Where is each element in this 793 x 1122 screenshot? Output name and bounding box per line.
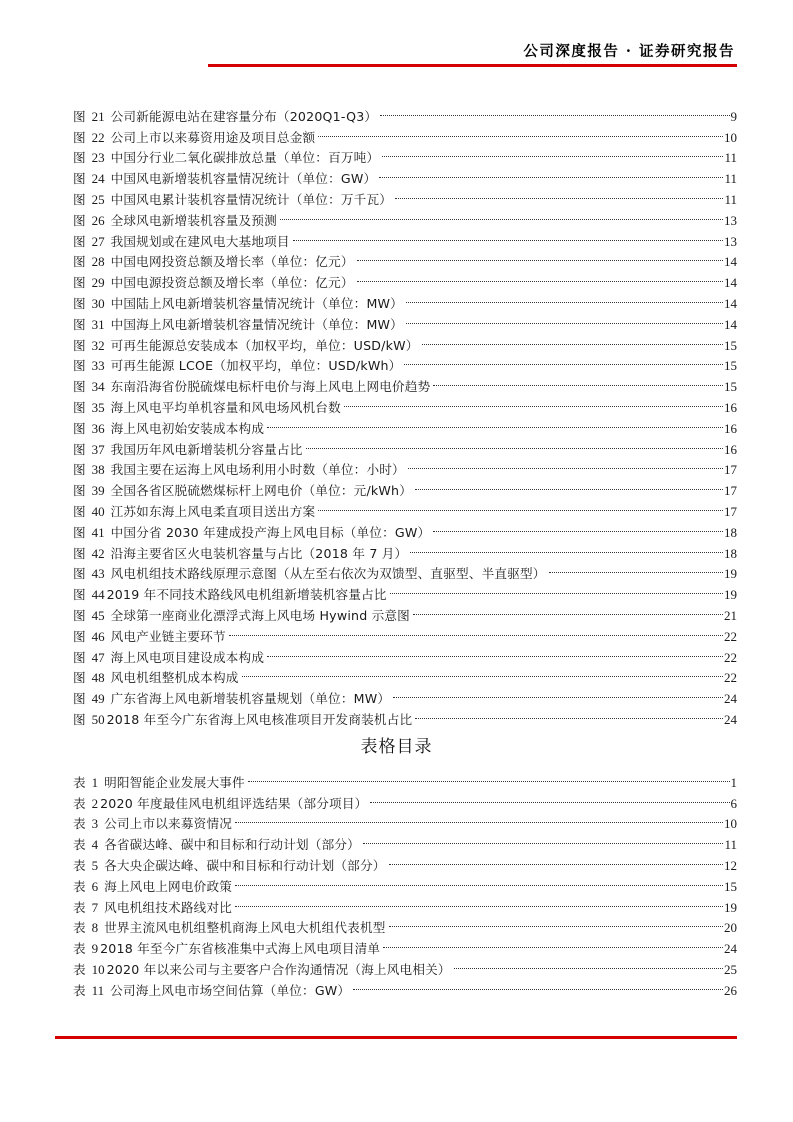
dot-leader [368,787,729,808]
toc-label[interactable]: 公司上市以来募资情况 [104,816,233,832]
toc-number: 11 [91,982,105,998]
toc-page-number[interactable]: 1 [730,774,737,790]
dot-leader [316,495,723,516]
toc-number: 46 [91,628,105,644]
toc-number: 29 [91,275,105,291]
toc-prefix: 表 [73,961,86,977]
toc-prefix: 图 [73,420,86,436]
toc-number: 31 [91,316,105,332]
toc-number: 34 [91,379,105,395]
toc-number: 9 [91,941,99,957]
toc-prefix: 图 [73,379,86,395]
toc-page-number[interactable]: 16 [724,441,737,457]
toc-page-number[interactable]: 10 [724,816,737,832]
toc-prefix: 图 [73,275,86,291]
toc-page-number[interactable]: 14 [724,254,737,270]
dot-leader [393,183,723,204]
toc-number: 26 [91,212,105,228]
toc-prefix: 图 [73,607,86,623]
toc-page-number[interactable]: 9 [730,108,737,124]
toc-prefix: 图 [73,191,86,207]
report-type-title: 公司深度报告 · 证券研究报告 [523,43,735,60]
dot-leader [413,474,723,495]
dot-leader [265,412,723,433]
toc-number: 42 [91,545,105,561]
toc-page-number[interactable]: 6 [730,795,737,811]
header-divider [208,64,737,67]
toc-number: 37 [91,441,105,457]
dot-leader [452,953,723,974]
toc-label[interactable]: 风电产业链主要环节 [110,628,226,644]
toc-page-number[interactable]: 15 [724,878,737,894]
toc-page-number[interactable]: 22 [724,649,737,665]
toc-number: 38 [91,462,105,478]
toc-page-number[interactable]: 24 [724,711,737,727]
dot-leader [388,578,723,599]
toc-label[interactable]: 江苏如东海上风电柔直项目送出方案 [110,503,316,519]
toc-page-number[interactable]: 19 [724,587,737,603]
toc-label[interactable]: 2018 年至今广东省核准集中式海上风电项目清单 [100,941,381,957]
toc-prefix: 表 [73,857,86,873]
toc-label[interactable]: 2018 年至今广东省海上风电核准项目开发商装机占比 [106,711,413,727]
toc-page-number[interactable]: 22 [724,670,737,686]
toc-prefix: 图 [73,441,86,457]
toc-prefix: 图 [73,545,86,561]
toc-prefix: 图 [73,254,86,270]
toc-prefix: 图 [73,129,86,145]
toc-prefix: 表 [73,878,86,894]
toc-number: 50 [91,711,105,727]
toc-page-number[interactable]: 12 [724,857,737,873]
dot-leader [377,162,723,183]
toc-label[interactable]: 可再生能源总安装成本（加权平均，单位：USD/kW） [110,337,419,353]
dot-leader [355,266,723,287]
toc-prefix: 表 [73,816,86,832]
toc-label[interactable]: 2020 年度最佳风电机组评选结果（部分项目） [100,795,368,811]
dot-leader [387,912,723,933]
toc-page-number[interactable]: 15 [724,379,737,395]
toc-number: 10 [91,961,105,977]
toc-page-number[interactable]: 24 [724,691,737,707]
toc-prefix: 表 [73,795,86,811]
figure-toc-list [73,100,737,727]
toc-prefix: 图 [73,649,86,665]
dot-leader [342,391,723,412]
toc-number: 30 [91,295,105,311]
dot-leader [413,703,723,724]
toc-page-number[interactable]: 11 [724,837,737,853]
toc-number: 40 [91,503,105,519]
toc-label[interactable]: 我国主要在运海上风电场利用小时数（单位：小时） [110,462,405,478]
toc-label[interactable]: 中国电源投资总额及增长率（单位：亿元） [110,275,354,291]
toc-number: 27 [91,233,105,249]
footer-divider [55,1036,737,1039]
toc-page-number[interactable]: 14 [724,316,737,332]
dot-leader [278,204,723,225]
toc-prefix: 图 [73,483,86,499]
toc-label[interactable]: 中国海上风电新增装机容量情况统计（单位：MW） [110,316,403,332]
dot-leader [233,870,723,891]
toc-label[interactable]: 东南沿海省份脱硫煤电标杆电价与海上风电上网电价趋势 [110,379,431,395]
dot-leader [431,370,723,391]
toc-page-number[interactable]: 15 [724,358,737,374]
toc-label[interactable]: 公司海上风电市场空间估算（单位：GW） [110,982,351,998]
dot-leader [351,974,723,995]
toc-number: 44 [91,587,105,603]
dot-leader [391,682,723,703]
toc-number: 5 [91,857,99,873]
toc-prefix: 表 [73,920,86,936]
dot-leader [291,225,723,246]
toc-label[interactable]: 公司新能源电站在建容量分布（2020Q1-Q3） [110,108,378,124]
dot-leader [233,808,723,829]
dot-leader [378,100,729,121]
toc-page-number[interactable]: 18 [724,545,737,561]
dot-leader [380,142,723,163]
toc-number: 6 [91,878,99,894]
toc-number: 32 [91,337,105,353]
toc-label[interactable]: 2020 年以来公司与主要客户合作沟通情况（海上风电相关） [106,961,451,977]
toc-label[interactable]: 中国分省 2030 年建成投产海上风电目标（单位：GW） [110,524,431,540]
toc-number: 33 [91,358,105,374]
toc-label[interactable]: 各省碳达峰、碳中和目标和行动计划（部分） [104,837,360,853]
toc-label[interactable]: 我国规划或在建风电大基地项目 [110,233,290,249]
dot-leader [316,121,723,142]
toc-number: 22 [91,129,105,145]
toc-page-number[interactable]: 15 [724,337,737,353]
dot-leader [361,828,724,849]
toc-page-number[interactable]: 16 [724,420,737,436]
toc-number: 21 [91,108,105,124]
toc-number: 41 [91,524,105,540]
toc-page-number[interactable]: 16 [724,399,737,415]
toc-label[interactable]: 中国风电累计装机容量情况统计（单位：万千瓦） [110,191,393,207]
toc-number: 35 [91,399,105,415]
toc-label[interactable]: 明阳智能企业发展大事件 [104,774,245,790]
toc-prefix: 图 [73,628,86,644]
toc-prefix: 表 [73,941,86,957]
toc-prefix: 图 [73,691,86,707]
toc-page-number[interactable]: 21 [724,607,737,623]
toc-entry-figure-21[interactable] [73,100,737,124]
toc-number: 47 [91,649,105,665]
toc-label[interactable]: 全球第一座商业化漂浮式海上风电场 Hywind 示意图 [110,607,410,623]
dot-leader [240,662,723,683]
toc-prefix: 图 [73,711,86,727]
table-toc-heading: 表格目录 [360,737,433,757]
toc-number: 49 [91,691,105,707]
toc-prefix: 图 [73,566,86,582]
dot-leader [304,433,724,454]
toc-label[interactable]: 海上风电初始安装成本构成 [110,420,265,436]
toc-label[interactable]: 中国风电新增装机容量情况统计（单位：GW） [110,171,377,187]
toc-prefix: 图 [73,587,86,603]
toc-page-number[interactable]: 11 [724,150,737,166]
toc-prefix: 图 [73,212,86,228]
toc-number: 3 [91,816,99,832]
toc-label[interactable]: 我国历年风电新增装机分容量占比 [110,441,303,457]
toc-number: 4 [91,837,99,853]
dot-leader [404,308,723,329]
toc-label[interactable]: 全国各省区脱硫燃煤标杆上网电价（单位：元/kWh） [110,483,413,499]
toc-prefix: 图 [73,108,86,124]
toc-page-number[interactable]: 17 [724,503,737,519]
dot-leader [408,537,723,558]
toc-page-number[interactable]: 26 [724,982,737,998]
toc-prefix: 图 [73,337,86,353]
toc-prefix: 图 [73,524,86,540]
toc-prefix: 图 [73,295,86,311]
toc-label[interactable]: 世界主流风电机组整机商海上风电大机组代表机型 [104,920,386,936]
toc-prefix: 图 [73,233,86,249]
toc-number: 43 [91,566,105,582]
toc-label[interactable]: 中国电网投资总额及增长率（单位：亿元） [110,254,354,270]
toc-label[interactable]: 各大央企碳达峰、碳中和目标和行动计划（部分） [104,857,386,873]
toc-page-number[interactable]: 25 [724,961,737,977]
dot-leader [233,891,723,912]
toc-label[interactable]: 风电机组技术路线原理示意图（从左至右依次为双馈型、直驱型、半直驱型） [110,566,546,582]
toc-page-number[interactable]: 22 [724,628,737,644]
toc-prefix: 表 [73,982,86,998]
toc-number: 36 [91,420,105,436]
toc-prefix: 图 [73,150,86,166]
toc-prefix: 图 [73,503,86,519]
toc-prefix: 图 [73,316,86,332]
toc-number: 25 [91,191,105,207]
dot-leader [420,329,723,350]
toc-prefix: 表 [73,899,86,915]
toc-label[interactable]: 风电机组整机成本构成 [110,670,239,686]
dot-leader [355,246,723,267]
toc-prefix: 图 [73,462,86,478]
toc-number: 45 [91,607,105,623]
toc-prefix: 图 [73,358,86,374]
toc-page-number[interactable]: 19 [724,566,737,582]
toc-number: 39 [91,483,105,499]
toc-label[interactable]: 公司上市以来募资用途及项目总金额 [110,129,316,145]
toc-page-number[interactable]: 19 [724,899,737,915]
toc-label[interactable]: 中国分行业二氧化碳排放总量（单位：百万吨） [110,150,380,166]
toc-prefix: 图 [73,399,86,415]
dot-leader [381,932,723,953]
toc-page-number[interactable]: 11 [724,171,737,187]
toc-label[interactable]: 海上风电项目建设成本构成 [110,649,265,665]
toc-prefix: 表 [73,837,86,853]
dot-leader [547,558,723,579]
toc-prefix: 表 [73,774,86,790]
toc-page-number[interactable]: 17 [724,483,737,499]
toc-label[interactable]: 广东省海上风电新增装机容量规划（单位：MW） [110,691,391,707]
toc-prefix: 图 [73,670,86,686]
dot-leader [431,516,723,537]
toc-label[interactable]: 可再生能源 LCOE（加权平均，单位：USD/kWh） [110,358,402,374]
dot-leader [387,849,723,870]
toc-page-number[interactable]: 24 [724,941,737,957]
toc-label[interactable]: 风电机组技术路线对比 [104,899,233,915]
toc-page-number[interactable]: 11 [724,191,737,207]
toc-number: 28 [91,254,105,270]
toc-page-number[interactable]: 13 [724,212,737,228]
toc-page-number[interactable]: 17 [724,462,737,478]
dot-leader [246,766,730,787]
toc-page-number[interactable]: 13 [724,233,737,249]
toc-label[interactable]: 2019 年不同技术路线风电机组新增装机容量占比 [106,587,387,603]
dot-leader [411,599,723,620]
toc-number: 1 [91,774,99,790]
dot-leader [227,620,723,641]
toc-label[interactable]: 沿海主要省区火电装机容量与占比（2018 年 7 月） [110,545,408,561]
toc-number: 7 [91,899,99,915]
toc-label[interactable]: 海上风电上网电价政策 [104,878,233,894]
toc-label[interactable]: 中国陆上风电新增装机容量情况统计（单位：MW） [110,295,403,311]
dot-leader [402,350,723,371]
toc-label[interactable]: 海上风电平均单机容量和风电场风机台数 [110,399,341,415]
toc-page-number[interactable]: 20 [724,920,737,936]
toc-number: 24 [91,171,105,187]
toc-prefix: 图 [73,171,86,187]
toc-number: 8 [91,920,99,936]
toc-label[interactable]: 全球风电新增装机容量及预测 [110,212,277,228]
toc-page-number[interactable]: 14 [724,295,737,311]
table-toc-list [73,766,737,998]
dot-leader [404,287,723,308]
toc-number: 2 [91,795,99,811]
dot-leader [406,454,723,475]
toc-page-number[interactable]: 14 [724,275,737,291]
toc-page-number[interactable]: 10 [724,129,737,145]
toc-number: 23 [91,150,105,166]
toc-page-number[interactable]: 18 [724,524,737,540]
toc-number: 48 [91,670,105,686]
dot-leader [265,641,723,662]
toc-entry-table-1[interactable] [73,766,737,790]
